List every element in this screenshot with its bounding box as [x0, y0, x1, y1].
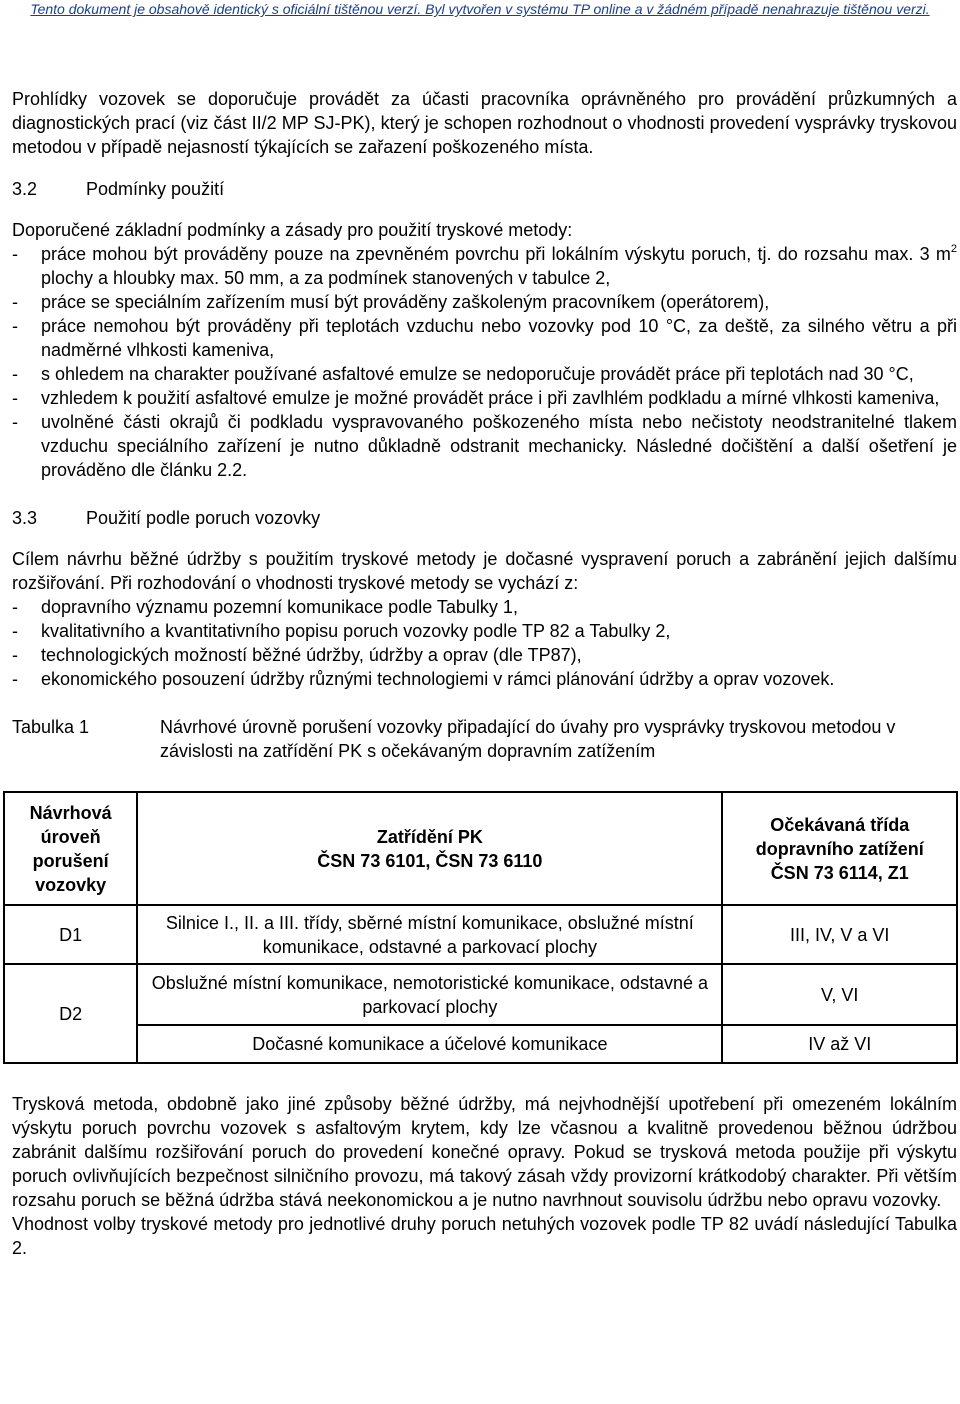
table-cell: Obslužné místní komunikace, nemotoristické komunikace, odstavné a parkovací plochy	[138, 965, 723, 1026]
usage-list	[12, 595, 957, 691]
document-body	[12, 87, 957, 1260]
table-cell: III, IV, V a VI	[723, 906, 956, 965]
table-row	[5, 906, 956, 965]
list-item: - uvolněné části okrajů či podkladu vyspravovaného poškozeného místa nebo nečistoty neodstranitelné tlakem vzduchu speciálního zařízení je nutno důkladně odstranit mechanicky. Následné dočištění a další ošetření je prováděno dle článku 2.2.	[12, 412, 957, 480]
intro-paragraph: Prohlídky vozovek se doporučuje provádět za účasti pracovníka oprávněného pro provádění průzkumných a diagnostických prací (viz část II/2 MP SJ-PK), který je schopen rozhodnout o vhodnosti provedení vysprávky tryskovou metodou v případě nejasností týkajících se zařazení poškozeného místa.	[12, 89, 957, 157]
table-cell: V, VI	[723, 965, 956, 1026]
list-item: - s ohledem na charakter používané asfaltové emulze se nedoporučuje provádět práce při teplotách nad 30 °C,	[12, 364, 914, 384]
usage-lead: Cílem návrhu běžné údržby s použitím tryskové metody je dočasné vyspravení poruch a zabránění jejich dalšímu rozšiřování. Při rozhodování o vhodnosti tryskové metody se vychází z:	[12, 549, 957, 593]
conditions-list	[12, 242, 957, 482]
table-label: Tabulka 1	[12, 717, 90, 737]
closing-paragraph-2: Vhodnost volby tryskové metody pro jednotlivé druhy poruch netuhých vozovek podle TP 82 uvádí následující Tabulka 2.	[12, 1214, 957, 1258]
table-row	[5, 1026, 956, 1062]
section-title: Použití podle poruch vozovky	[86, 508, 321, 528]
table-cell: IV až VI	[808, 1034, 872, 1054]
list-item: - dopravního významu pozemní komunikace podle Tabulky 1,	[12, 597, 518, 617]
list-item: - práce nemohou být prováděny při teplotách vzduchu nebo vozovky pod 10 °C, za deště, za silného větru a při nadměrné vlhkosti kameniva,	[12, 316, 957, 360]
closing-paragraph: Trysková metoda, obdobně jako jiné způsoby běžné údržby, má nejvhodnější upotřebení při omezeném lokálním výskytu poruch povrchu vozovek s asfaltovým krytem, kdy lze včasnou a kvalitně provedenou běžnou údržbou zabránit dalšímu rozšiřování poruch do provedení konečné opravy. Pokud se trysková metoda použije při výskytu poruch ovlivňujících bezpečnost silničního provozu, má takový zásah vždy provizorní krátkodobý charakter. Při větším rozsahu poruch se běžná údržba stává neekonomickou a je nutno navrhnout souvisolu údržbu nebo opravu vozovky.	[12, 1094, 957, 1210]
header-cell: Návrhová úroveň porušení vozovky	[5, 793, 138, 906]
list-item: - vzhledem k použití asfaltové emulze je možné provádět práce i při zavlhlém podkladu a mírné vlhkosti kameniva,	[12, 388, 940, 408]
table-1	[3, 791, 958, 1064]
section-title: Podmínky použití	[86, 179, 225, 199]
section-number: 3.3	[12, 508, 38, 528]
list-item: - kvalitativního a kvantitativního popisu poruch vozovky podle TP 82 a Tabulky 2,	[12, 621, 671, 641]
table-cell: Dočasné komunikace a účelové komunikace	[138, 1026, 723, 1062]
list-item: - práce mohou být prováděny pouze na zpevněném povrchu při lokálním výskytu poruch, tj. do rozsahu max. 3 $m^2$ plochy a hloubky max. 50 mm, a za podmínek stanovených v tabulce 2,	[12, 243, 957, 288]
header-cell: Zatřídění PK ČSN 73 6101, ČSN 73 6110	[138, 793, 723, 906]
list-item: - technologických možností běžné údržby, údržby a oprav (dle TP87),	[12, 645, 582, 665]
table-cell: D1	[5, 906, 138, 965]
section-heading-3-3	[12, 506, 957, 530]
section-number: 3.2	[12, 179, 38, 199]
header-cell: Očekávaná třída dopravního zatížení ČSN 73 6114, Z1	[723, 793, 956, 906]
table-caption	[12, 715, 957, 763]
conditions-lead: Doporučené základní podmínky a zásady pro použití tryskové metody:	[12, 220, 573, 240]
section-heading-3-2	[12, 177, 957, 201]
disclaimer-banner: Tento dokument je obsahově identický s oficiální tištěnou verzí. Byl vytvořen v systému TP online a v žádném případě nenahrazuje tištěnou verzi.	[30, 1, 930, 17]
table-header-row	[5, 793, 956, 906]
table-cell: Silnice I., II. a III. třídy, sběrné místní komunikace, obslužné místní komunikace, odstavné a parkovací plochy	[138, 906, 723, 965]
table-row	[5, 965, 956, 1026]
list-item: - práce se speciálním zařízením musí být prováděny zaškoleným pracovníkem (operátorem),	[12, 292, 770, 312]
table-cell: D2	[5, 965, 138, 1062]
table-caption-text: Návrhové úrovně porušení vozovky připadající do úvahy pro vysprávky tryskovou metodou v závislosti na zatřídění PK s očekávaným dopravním zatížením	[160, 717, 896, 761]
list-item: - ekonomického posouzení údržby různými technologiemi v rámci plánování údržby a oprav vozovek.	[12, 669, 835, 689]
